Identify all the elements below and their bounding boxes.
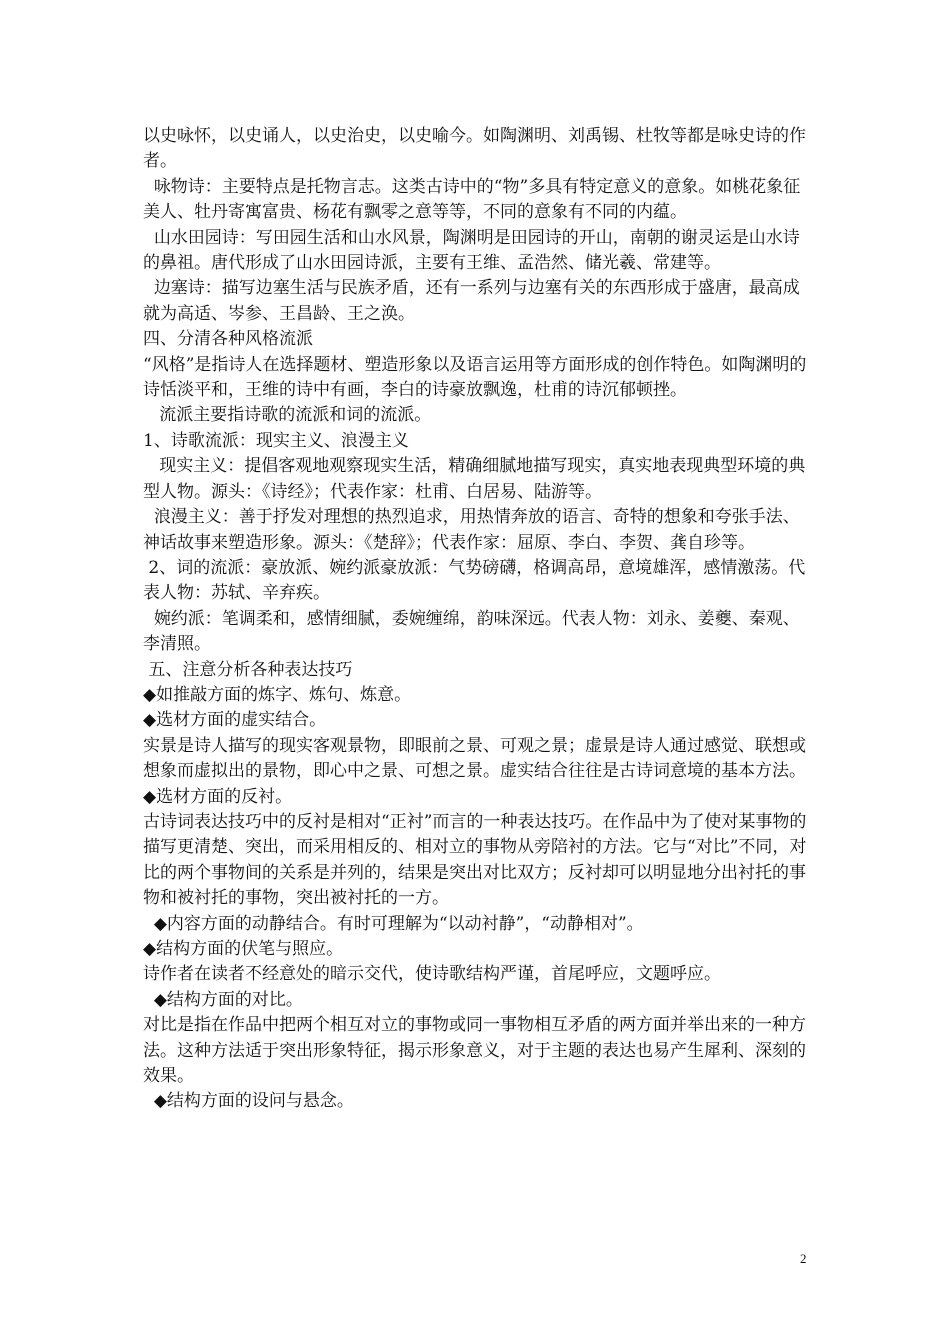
bullet-item: ◆如推敲方面的炼字、炼句、炼意。 [143,684,412,705]
paragraph: 边塞诗：描写边塞生活与民族矛盾，还有一系列与边塞有关的东西形成于盛唐，最高成就为高适、岑参、王昌龄、王之涣。 [143,278,800,324]
paragraph: 咏物诗：主要特点是托物言志。这类古诗中的“物”多具有特定意义的意象。如桃花象征美人、牡丹寄寓富贵、杨花有飘零之意等等，不同的意象有不同的内蕴。 [143,176,801,223]
bullet-item: ◆选材方面的反衬。 [143,786,293,807]
section-heading: 五、注意分析各种表达技巧 [143,659,353,680]
bullet-item: ◆内容方面的动静结合。有时可理解为“以动衬静”，“动静相对”。 [143,913,644,934]
paragraph: 山水田园诗：写田园生活和山水风景，陶渊明是田园诗的开山，南朝的谢灵运是山水诗的鼻祖。唐代形成了山水田园诗派，主要有王维、孟浩然、储光羲、常建等。 [143,227,800,274]
paragraph: 浪漫主义：善于抒发对理想的热烈追求，用热情奔放的语言、奇特的想象和夸张手法、神话故事来塑造形象。源头：《楚辞》；代表作家：屈原、李白、李贺、龚自珍等。 [143,507,800,553]
bullet-item: ◆结构方面的对比。 [143,989,303,1010]
bullet-item: ◆结构方面的伏笔与照应。 [143,939,344,959]
paragraph: 对比是指在作品中把两个相互对立的事物或同一事物相互矛盾的两方面并举出来的一种方法。这种方法适于突出形象特征，揭示形象意义，对于主题的表达也易产生犀利、深刻的效果。 [143,1015,806,1087]
paragraph: 诗作者在读者不经意处的暗示交代，使诗歌结构严谨，首尾呼应，文题呼应。 [143,964,721,985]
paragraph: 古诗词表达技巧中的反衬是相对“正衬”而言的一种表达技巧。在作品中为了使对某事物的描写更清楚、突出，而采用相反的、相对立的事物从旁陪衬的方法。它与“对比”不同，对比的两个事物间的关系是并列的，结果是突出对比双方；反衬却可以明显地分出衬托的事物和被衬托的事物，突出被衬托的一方。 [143,811,807,909]
paragraph: “风格”是指诗人在选择题材、塑造形象以及语言运用等方面形成的创作特色。如陶渊明的诗恬淡平和，王维的诗中有画，李白的诗豪放飘逸，杜甫的诗沉郁顿挫。 [143,354,807,401]
subheading: 1、诗歌流派：现实主义、浪漫主义 [143,430,409,451]
page-number: 2 [800,1251,807,1266]
bullet-item: ◆结构方面的设问与悬念。 [143,1091,354,1112]
paragraph: 以史咏怀，以史诵人，以史治史，以史喻今。如陶渊明、刘禹锡、杜牧等都是咏史诗的作者。 [143,126,806,172]
paragraph: 流派主要指诗歌的流派和词的流派。 [143,405,432,426]
paragraph: 现实主义：提倡客观地观察现实生活，精确细腻地描写现实，真实地表现典型环境的典型人物。源头：《诗经》；代表作家：杜甫、白居易、陆游等。 [143,456,806,502]
paragraph: 2、词的流派：豪放派、婉约派豪放派：气势磅礴，格调高昂，意境雄浑，感情激荡。代表人物：苏轼、辛弃疾。 [143,557,806,604]
paragraph: 实景是诗人描写的现实客观景物，即眼前之景、可观之景；虚景是诗人通过感觉、联想或想象而虚拟出的景物，即心中之景、可想之景。虚实结合往往是古诗词意境的基本方法。 [143,735,806,782]
bullet-item: ◆选材方面的虚实结合。 [143,710,327,731]
section-heading: 四、分清各种风格流派 [143,329,313,350]
document-body [143,124,815,1115]
paragraph: 婉约派：笔调柔和，感情细腻，委婉缠绵，韵味深远。代表人物：刘永、姜夔、秦观、李清照。 [143,608,800,655]
